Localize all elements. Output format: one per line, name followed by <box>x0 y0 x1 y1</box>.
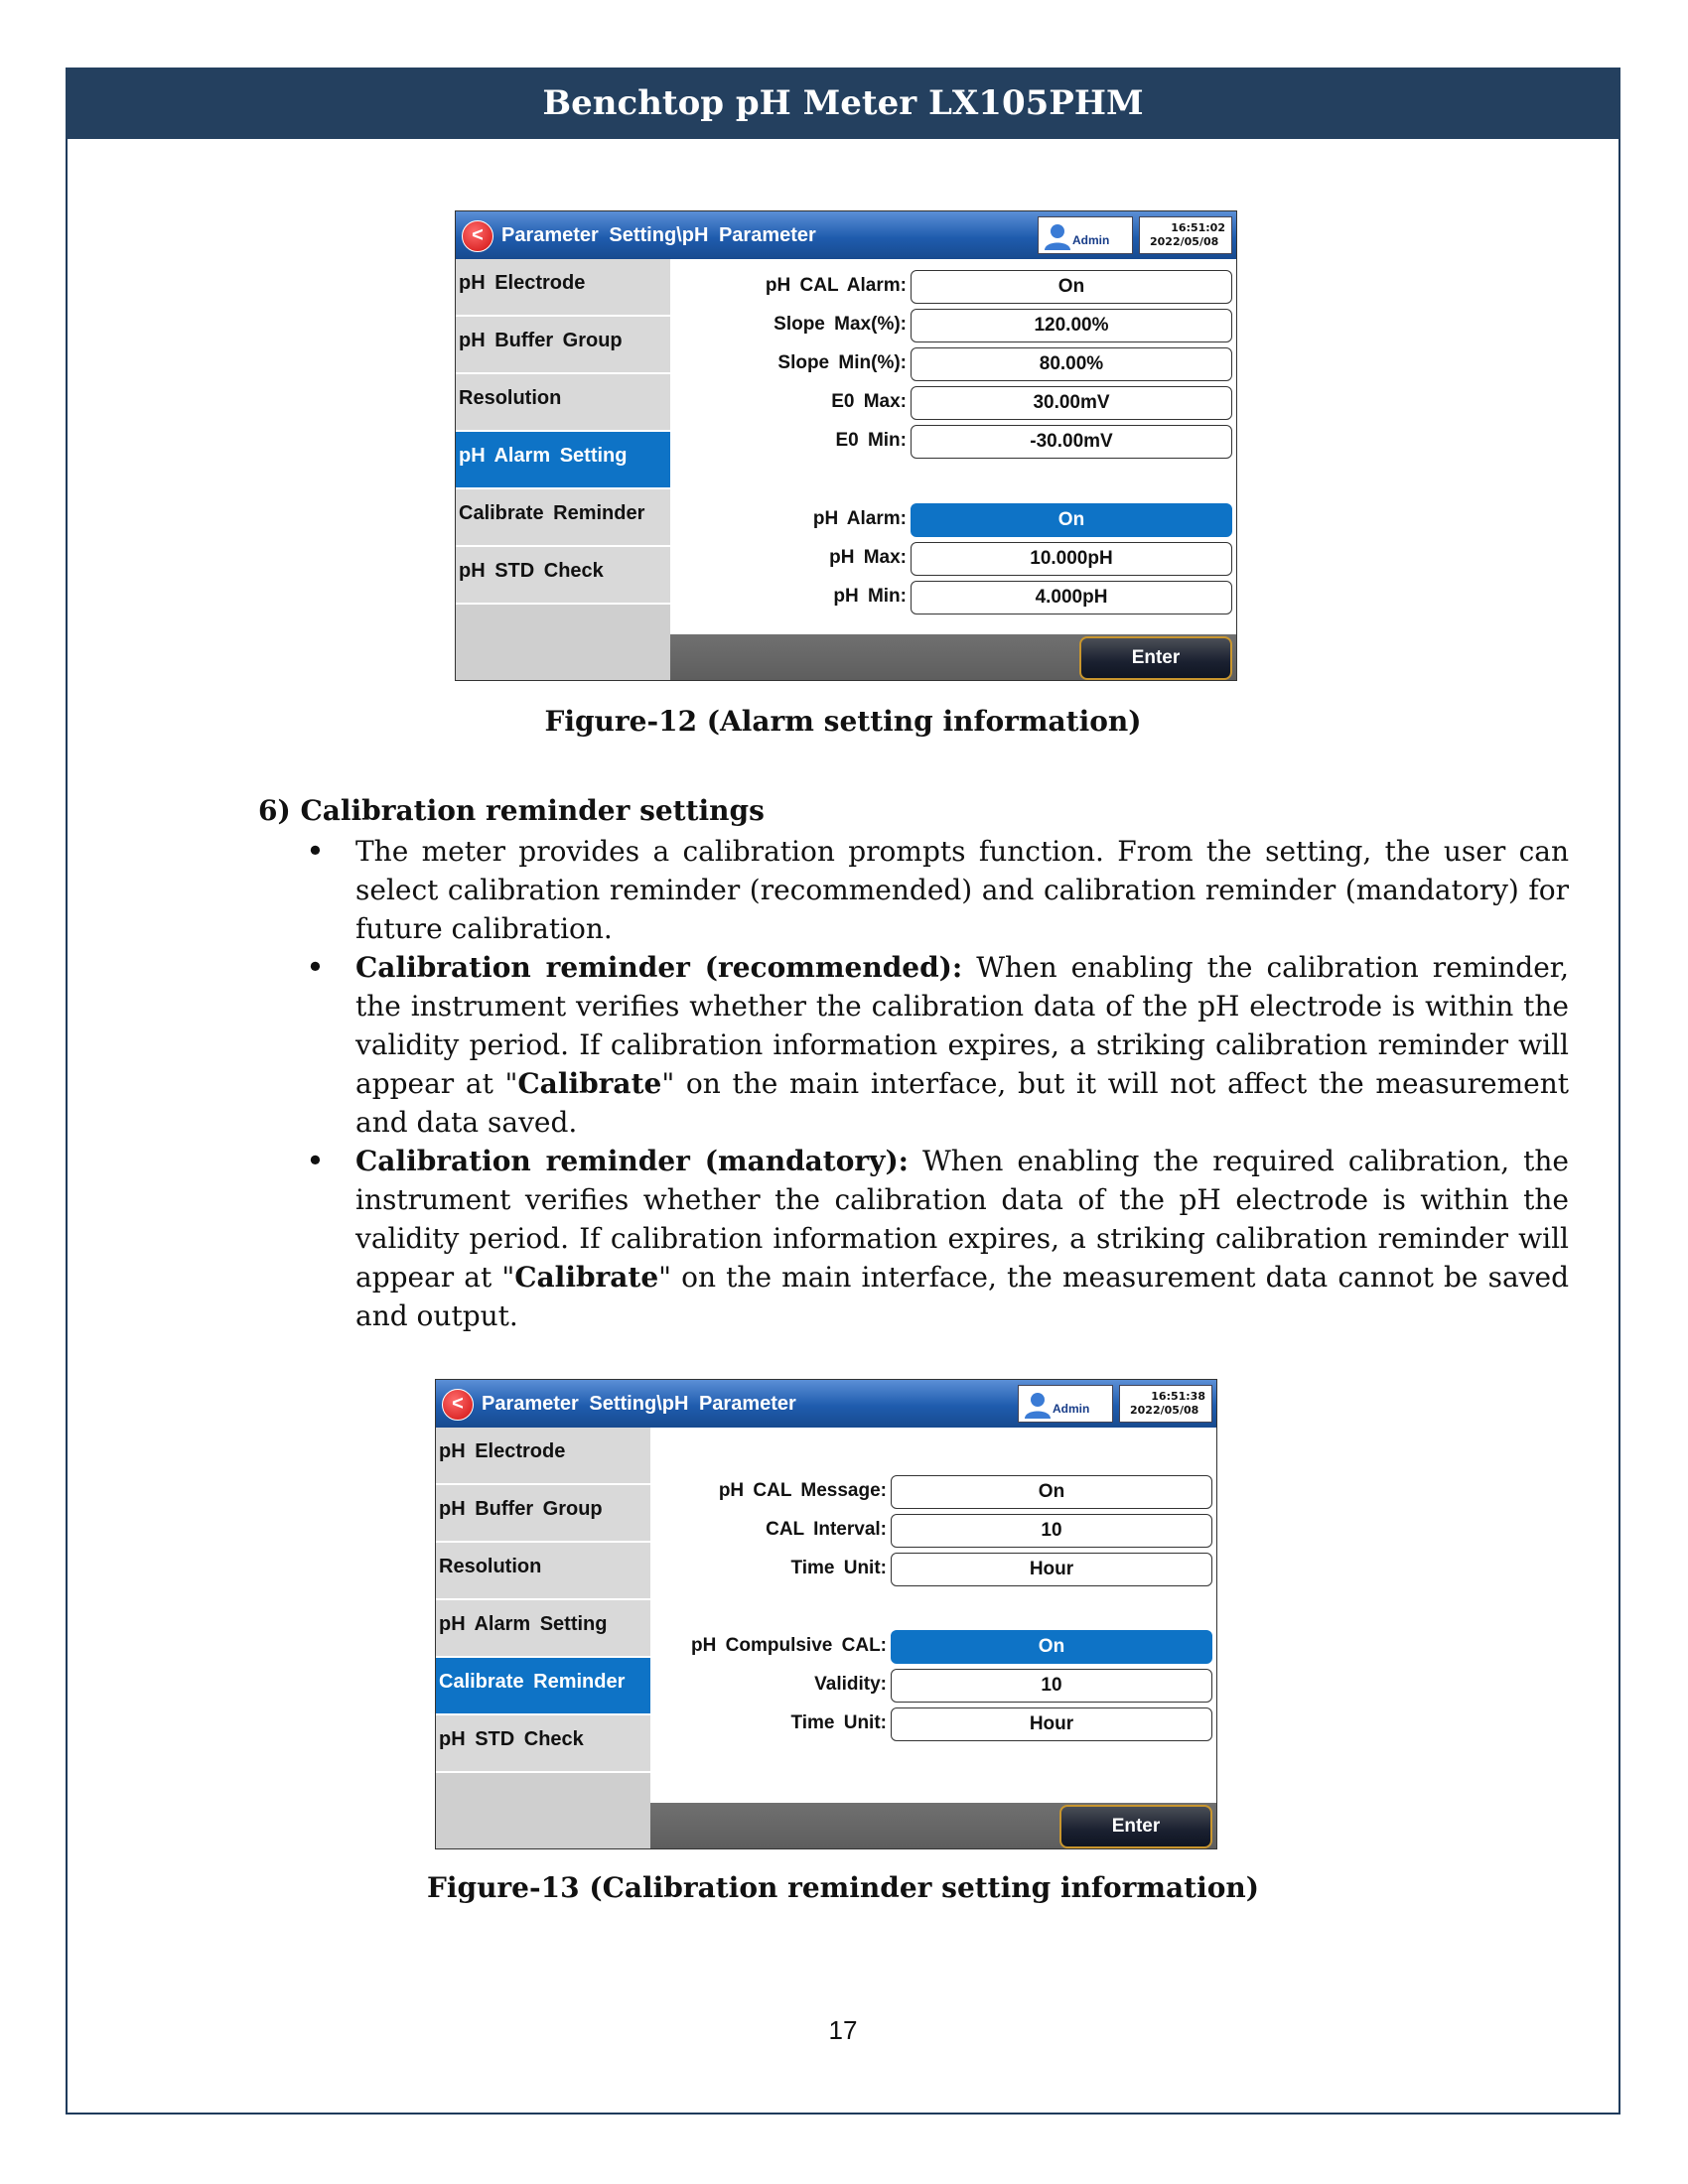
setting-row <box>650 1472 1216 1510</box>
setting-value-field[interactable]: Hour <box>891 1707 1212 1741</box>
setting-value-field-selected[interactable]: On <box>891 1630 1212 1664</box>
list-item: • The meter provides a calibration prompts function. From the setting, the user can select calibration reminder (recommended) and calibration reminder (mandatory) for future calibration. <box>306 832 1569 948</box>
setting-label: E0 Min: <box>835 430 907 451</box>
sidebar-item-resolution[interactable]: Resolution <box>456 374 670 432</box>
clock-time: 16:51:38 <box>1151 1390 1205 1403</box>
enter-button[interactable]: Enter <box>1059 1805 1212 1848</box>
figure-12-caption: Figure-12 (Alarm setting information) <box>544 705 1142 738</box>
clock <box>1119 1385 1212 1423</box>
document-header: Benchtop pH Meter LX105PHM <box>66 68 1620 139</box>
setting-value-field-selected[interactable]: On <box>911 503 1232 537</box>
setting-label: Slope Min(%): <box>777 352 907 373</box>
setting-row <box>650 1705 1216 1742</box>
sidebar <box>436 1428 650 1848</box>
sidebar-item-calibrate-reminder[interactable]: Calibrate Reminder <box>456 489 670 547</box>
setting-value-field[interactable]: 10 <box>891 1669 1212 1703</box>
setting-row <box>670 383 1236 421</box>
sidebar-item-ph-buffer-group[interactable]: pH Buffer Group <box>456 317 670 374</box>
user-button[interactable] <box>1018 1385 1113 1423</box>
bottom-bar <box>670 634 1236 680</box>
setting-label: CAL Interval: <box>766 1519 887 1540</box>
setting-value-field[interactable]: On <box>891 1475 1212 1509</box>
setting-label: pH CAL Message: <box>718 1480 887 1501</box>
settings-panel <box>650 1428 1216 1803</box>
setting-row <box>650 1511 1216 1549</box>
sidebar-item-calibrate-reminder[interactable]: Calibrate Reminder <box>436 1658 650 1715</box>
list-item: • Calibration reminder (recommended): When enabling the calibration reminder, the instrument verifies whether the calibration data of the pH electrode is within the validity period. If calibration information expires, a striking calibration reminder will appear at "Calibrate" on the main interface, but it will not affect the measurement and data saved. <box>306 948 1569 1142</box>
clock-date: 2022/05/08 <box>1130 1404 1199 1417</box>
clock <box>1139 216 1232 254</box>
setting-row <box>670 422 1236 460</box>
setting-value-field[interactable]: 120.00% <box>911 309 1232 342</box>
user-icon <box>1023 1390 1053 1420</box>
figure-13-caption: Figure-13 (Calibration reminder setting information) <box>426 1871 1260 1904</box>
setting-value-field[interactable]: On <box>911 270 1232 304</box>
setting-label: E0 Max: <box>831 391 907 412</box>
setting-row <box>670 344 1236 382</box>
sidebar-item-ph-electrode[interactable]: pH Electrode <box>456 259 670 317</box>
setting-label: pH Min: <box>833 586 907 607</box>
setting-row <box>650 1666 1216 1704</box>
setting-label: pH Alarm: <box>812 508 907 529</box>
setting-value-field[interactable]: 80.00% <box>911 347 1232 381</box>
user-icon <box>1043 221 1072 251</box>
sidebar-item-ph-buffer-group[interactable]: pH Buffer Group <box>436 1485 650 1543</box>
setting-row <box>650 1627 1216 1665</box>
setting-row <box>670 500 1236 538</box>
sidebar-item-ph-electrode[interactable]: pH Electrode <box>436 1428 650 1485</box>
section-heading: 6) Calibration reminder settings <box>258 794 765 827</box>
setting-label: Time Unit: <box>790 1712 887 1733</box>
user-label: Admin <box>1072 233 1110 247</box>
user-label: Admin <box>1053 1402 1090 1416</box>
user-button[interactable] <box>1038 216 1133 254</box>
screen-title: Parameter Setting\pH Parameter <box>501 224 816 246</box>
back-button[interactable]: < <box>442 1389 474 1421</box>
sidebar-item-ph-std-check[interactable]: pH STD Check <box>456 547 670 605</box>
setting-row <box>670 306 1236 343</box>
setting-label: pH Compulsive CAL: <box>691 1635 887 1656</box>
setting-label: pH Max: <box>829 547 907 568</box>
bottom-bar <box>650 1803 1216 1848</box>
setting-label: pH CAL Alarm: <box>765 275 907 296</box>
setting-value-field[interactable]: 30.00mV <box>911 386 1232 420</box>
figure-12-screen <box>455 210 1237 681</box>
back-button[interactable]: < <box>462 220 493 252</box>
setting-label: Time Unit: <box>790 1558 887 1578</box>
setting-value-field[interactable]: 4.000pH <box>911 581 1232 614</box>
sidebar-item-resolution[interactable]: Resolution <box>436 1543 650 1600</box>
setting-label: Validity: <box>814 1674 887 1695</box>
setting-row <box>670 578 1236 615</box>
screen-title: Parameter Setting\pH Parameter <box>482 1393 796 1415</box>
bullet-list <box>306 832 1569 1335</box>
setting-value-field[interactable]: -30.00mV <box>911 425 1232 459</box>
settings-panel <box>670 259 1236 634</box>
setting-label: Slope Max(%): <box>774 314 907 335</box>
setting-row <box>670 267 1236 305</box>
page-number: 17 <box>828 2015 858 2045</box>
setting-value-field[interactable]: 10 <box>891 1514 1212 1548</box>
setting-value-field[interactable]: Hour <box>891 1553 1212 1586</box>
setting-row <box>650 1550 1216 1587</box>
setting-value-field[interactable]: 10.000pH <box>911 542 1232 576</box>
clock-time: 16:51:02 <box>1171 221 1225 234</box>
figure-13-screen <box>435 1379 1217 1849</box>
sidebar-item-ph-alarm-setting[interactable]: pH Alarm Setting <box>456 432 670 489</box>
setting-row <box>670 539 1236 577</box>
clock-date: 2022/05/08 <box>1150 235 1219 248</box>
enter-button[interactable]: Enter <box>1079 636 1232 680</box>
title-bar <box>436 1380 1216 1428</box>
sidebar <box>456 259 670 680</box>
list-item: • Calibration reminder (mandatory): When enabling the required calibration, the instrument verifies whether the calibration data of the pH electrode is within the validity period. If calibration information expires, a striking calibration reminder will appear at "Calibrate" on the main interface, the measurement data cannot be saved and output. <box>306 1142 1569 1335</box>
sidebar-item-ph-std-check[interactable]: pH STD Check <box>436 1715 650 1773</box>
title-bar <box>456 211 1236 259</box>
sidebar-item-ph-alarm-setting[interactable]: pH Alarm Setting <box>436 1600 650 1658</box>
